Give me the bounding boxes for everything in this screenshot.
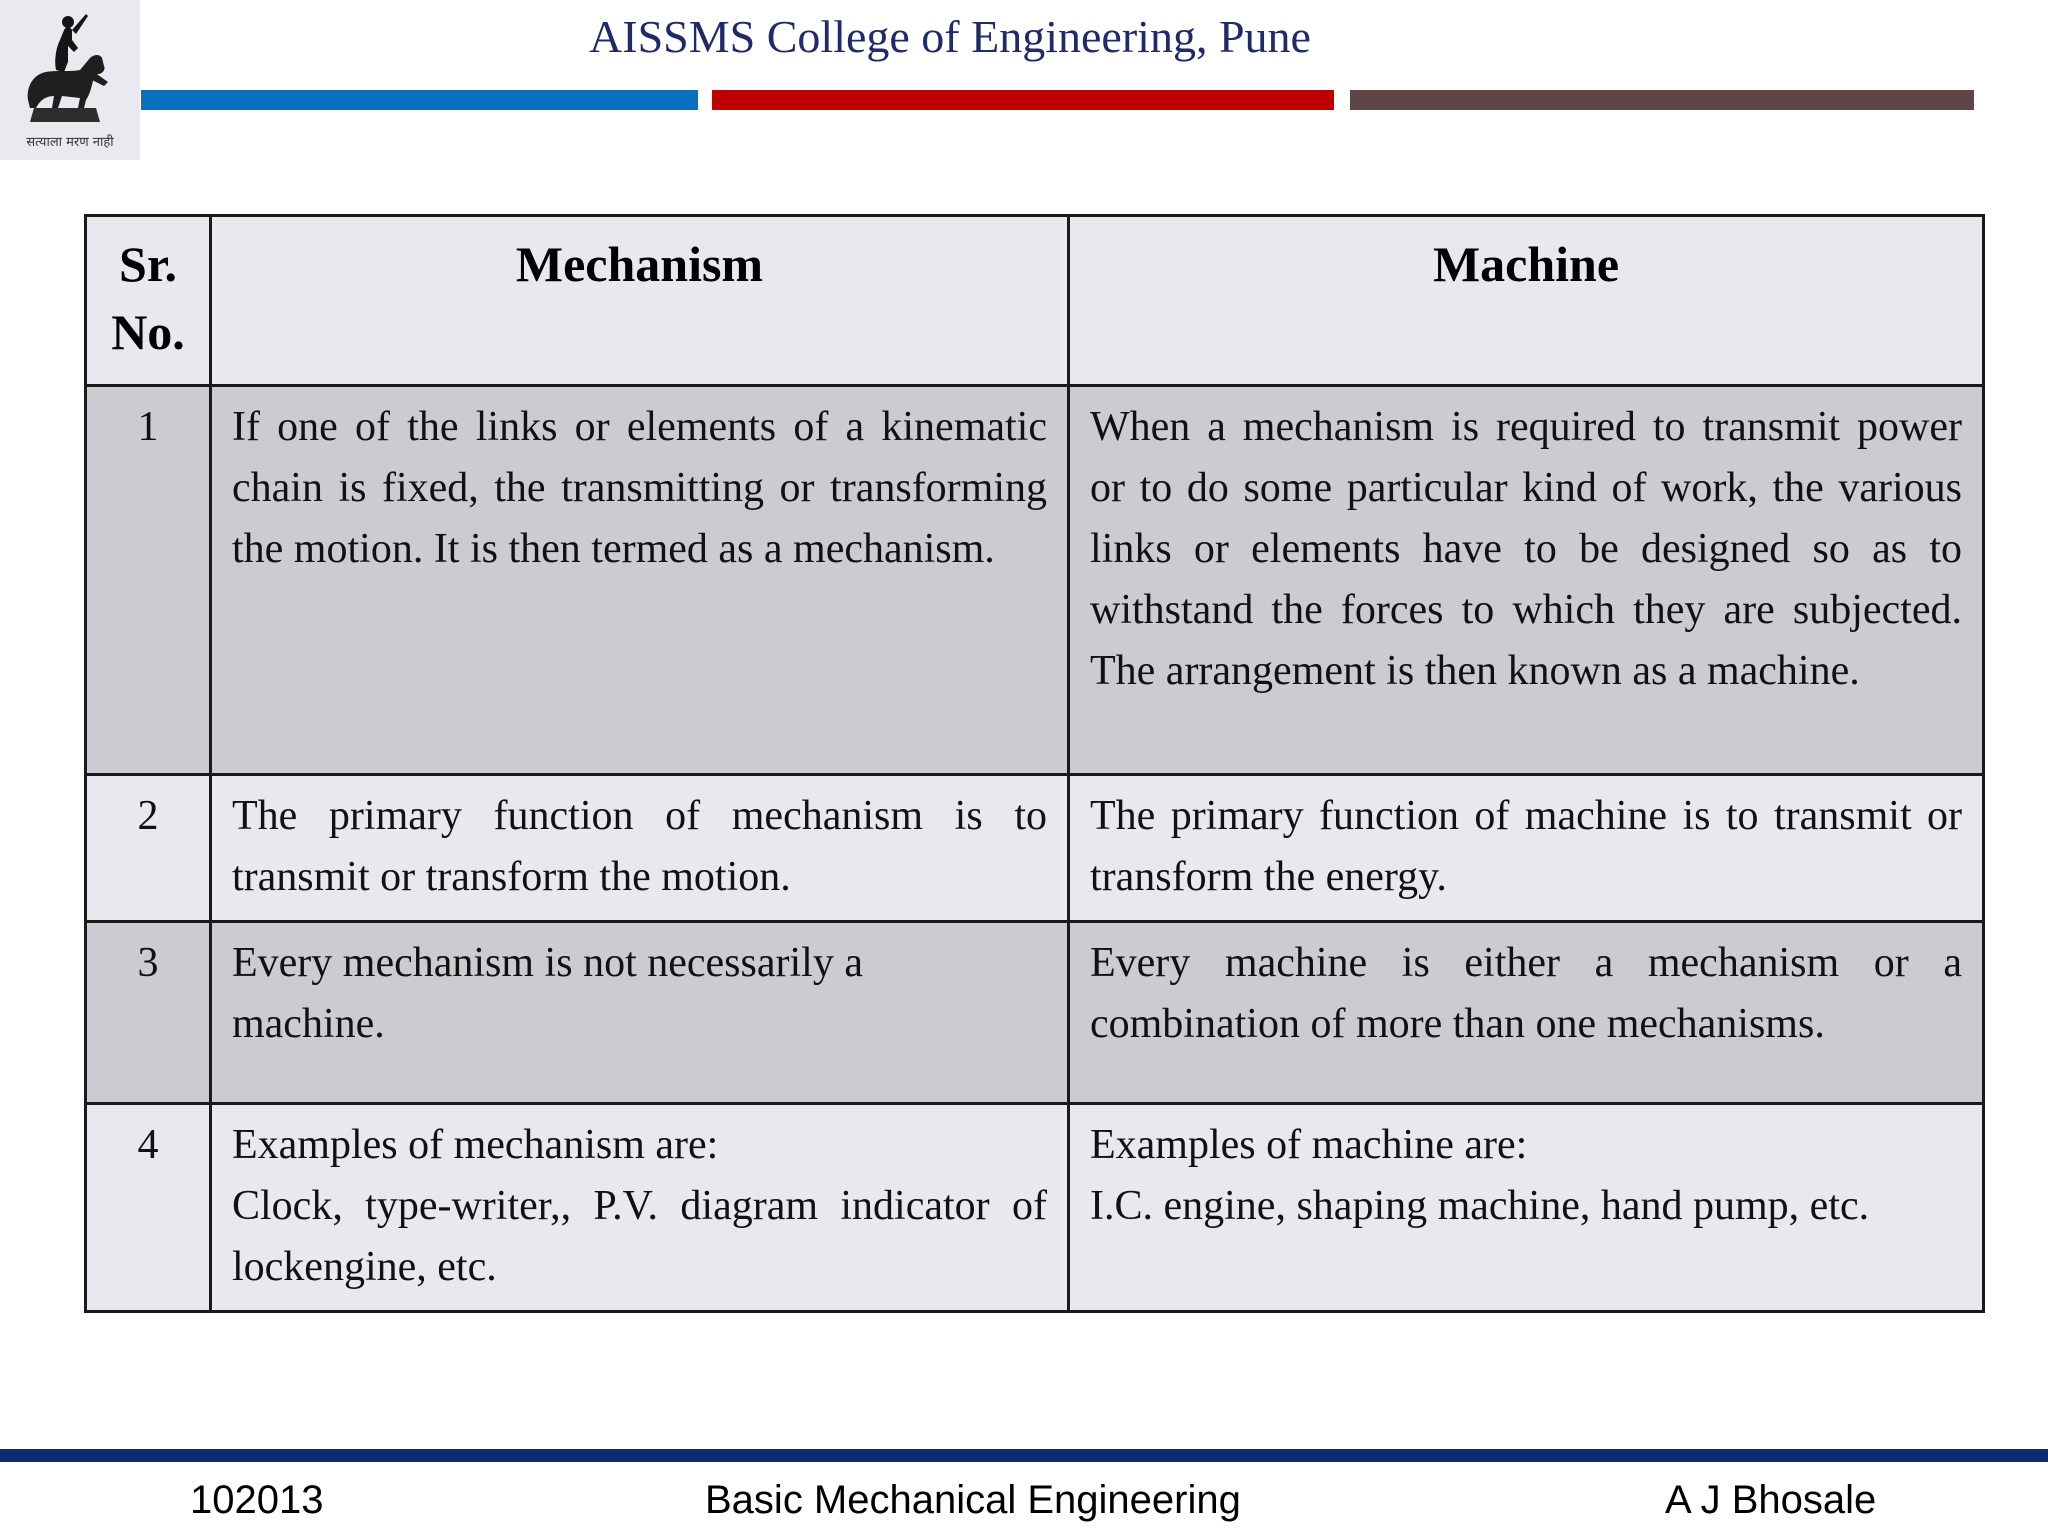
- table-row: [86, 1104, 1984, 1312]
- machine-line: Examples of machine are:: [1090, 1122, 1528, 1168]
- machine-line: I.C. engine, shaping machine, hand pump, etc.: [1090, 1183, 1870, 1229]
- mechanism-line: Examples of mechanism are:: [232, 1122, 719, 1168]
- header-bar-blue: [141, 90, 698, 110]
- mechanism-cell: [211, 922, 1069, 1104]
- table-row: [86, 775, 1984, 922]
- sr-cell: 3: [86, 922, 211, 1104]
- footer-author: A J Bhosale: [1665, 1478, 1877, 1522]
- sr-cell: 1: [86, 386, 211, 775]
- horse-statue-icon: [0, 0, 140, 130]
- machine-cell: When a mechanism is required to transmit power or to do some particular kind of work, the various links or elements have to be designed so as to withstand the forces to which they are subjected. The arrangement is then known as a machine.: [1069, 386, 1984, 775]
- footer-course-name: Basic Mechanical Engineering: [705, 1478, 1241, 1522]
- machine-cell: [1069, 1104, 1984, 1312]
- machine-header: Machine: [1069, 216, 1984, 386]
- table-row: [86, 922, 1984, 1104]
- mechanism-cell: [211, 1104, 1069, 1312]
- footer-course-code: 102013: [190, 1478, 324, 1522]
- sr-cell: 2: [86, 775, 211, 922]
- college-name: AISSMS College of Engineering, Pune: [589, 11, 1311, 62]
- table-header-row: [86, 216, 1984, 386]
- machine-cell: Every machine is either a mechanism or a combination of more than one mechanisms.: [1069, 922, 1984, 1104]
- no-header-line: No.: [111, 303, 185, 360]
- mechanism-line: Every mechanism is not necessarily a: [232, 940, 863, 986]
- table-row: [86, 386, 1984, 775]
- college-logo: [0, 0, 140, 160]
- mechanism-line: machine.: [232, 1001, 385, 1047]
- mechanism-line: Clock, type-writer,, P.V. diagram indicator of lockengine, etc.: [232, 1183, 1047, 1290]
- header-bar-brown: [1350, 90, 1974, 110]
- comparison-table: [84, 214, 1985, 1313]
- mechanism-cell: The primary function of mechanism is to transmit or transform the motion.: [211, 775, 1069, 922]
- machine-cell: The primary function of machine is to transmit or transform the energy.: [1069, 775, 1984, 922]
- sr-no-header: [86, 216, 211, 386]
- logo-motto: सत्याला मरण नाही: [26, 135, 114, 150]
- mechanism-cell: If one of the links or elements of a kinematic chain is fixed, the transmitting or transforming the motion. It is then termed as a mechanism.: [211, 386, 1069, 775]
- sr-cell: 4: [86, 1104, 211, 1312]
- header-bar-red: [712, 90, 1334, 110]
- sr-header-line: Sr.: [119, 236, 177, 292]
- footer-bar: [0, 1449, 2048, 1462]
- mechanism-header: Mechanism: [211, 216, 1069, 386]
